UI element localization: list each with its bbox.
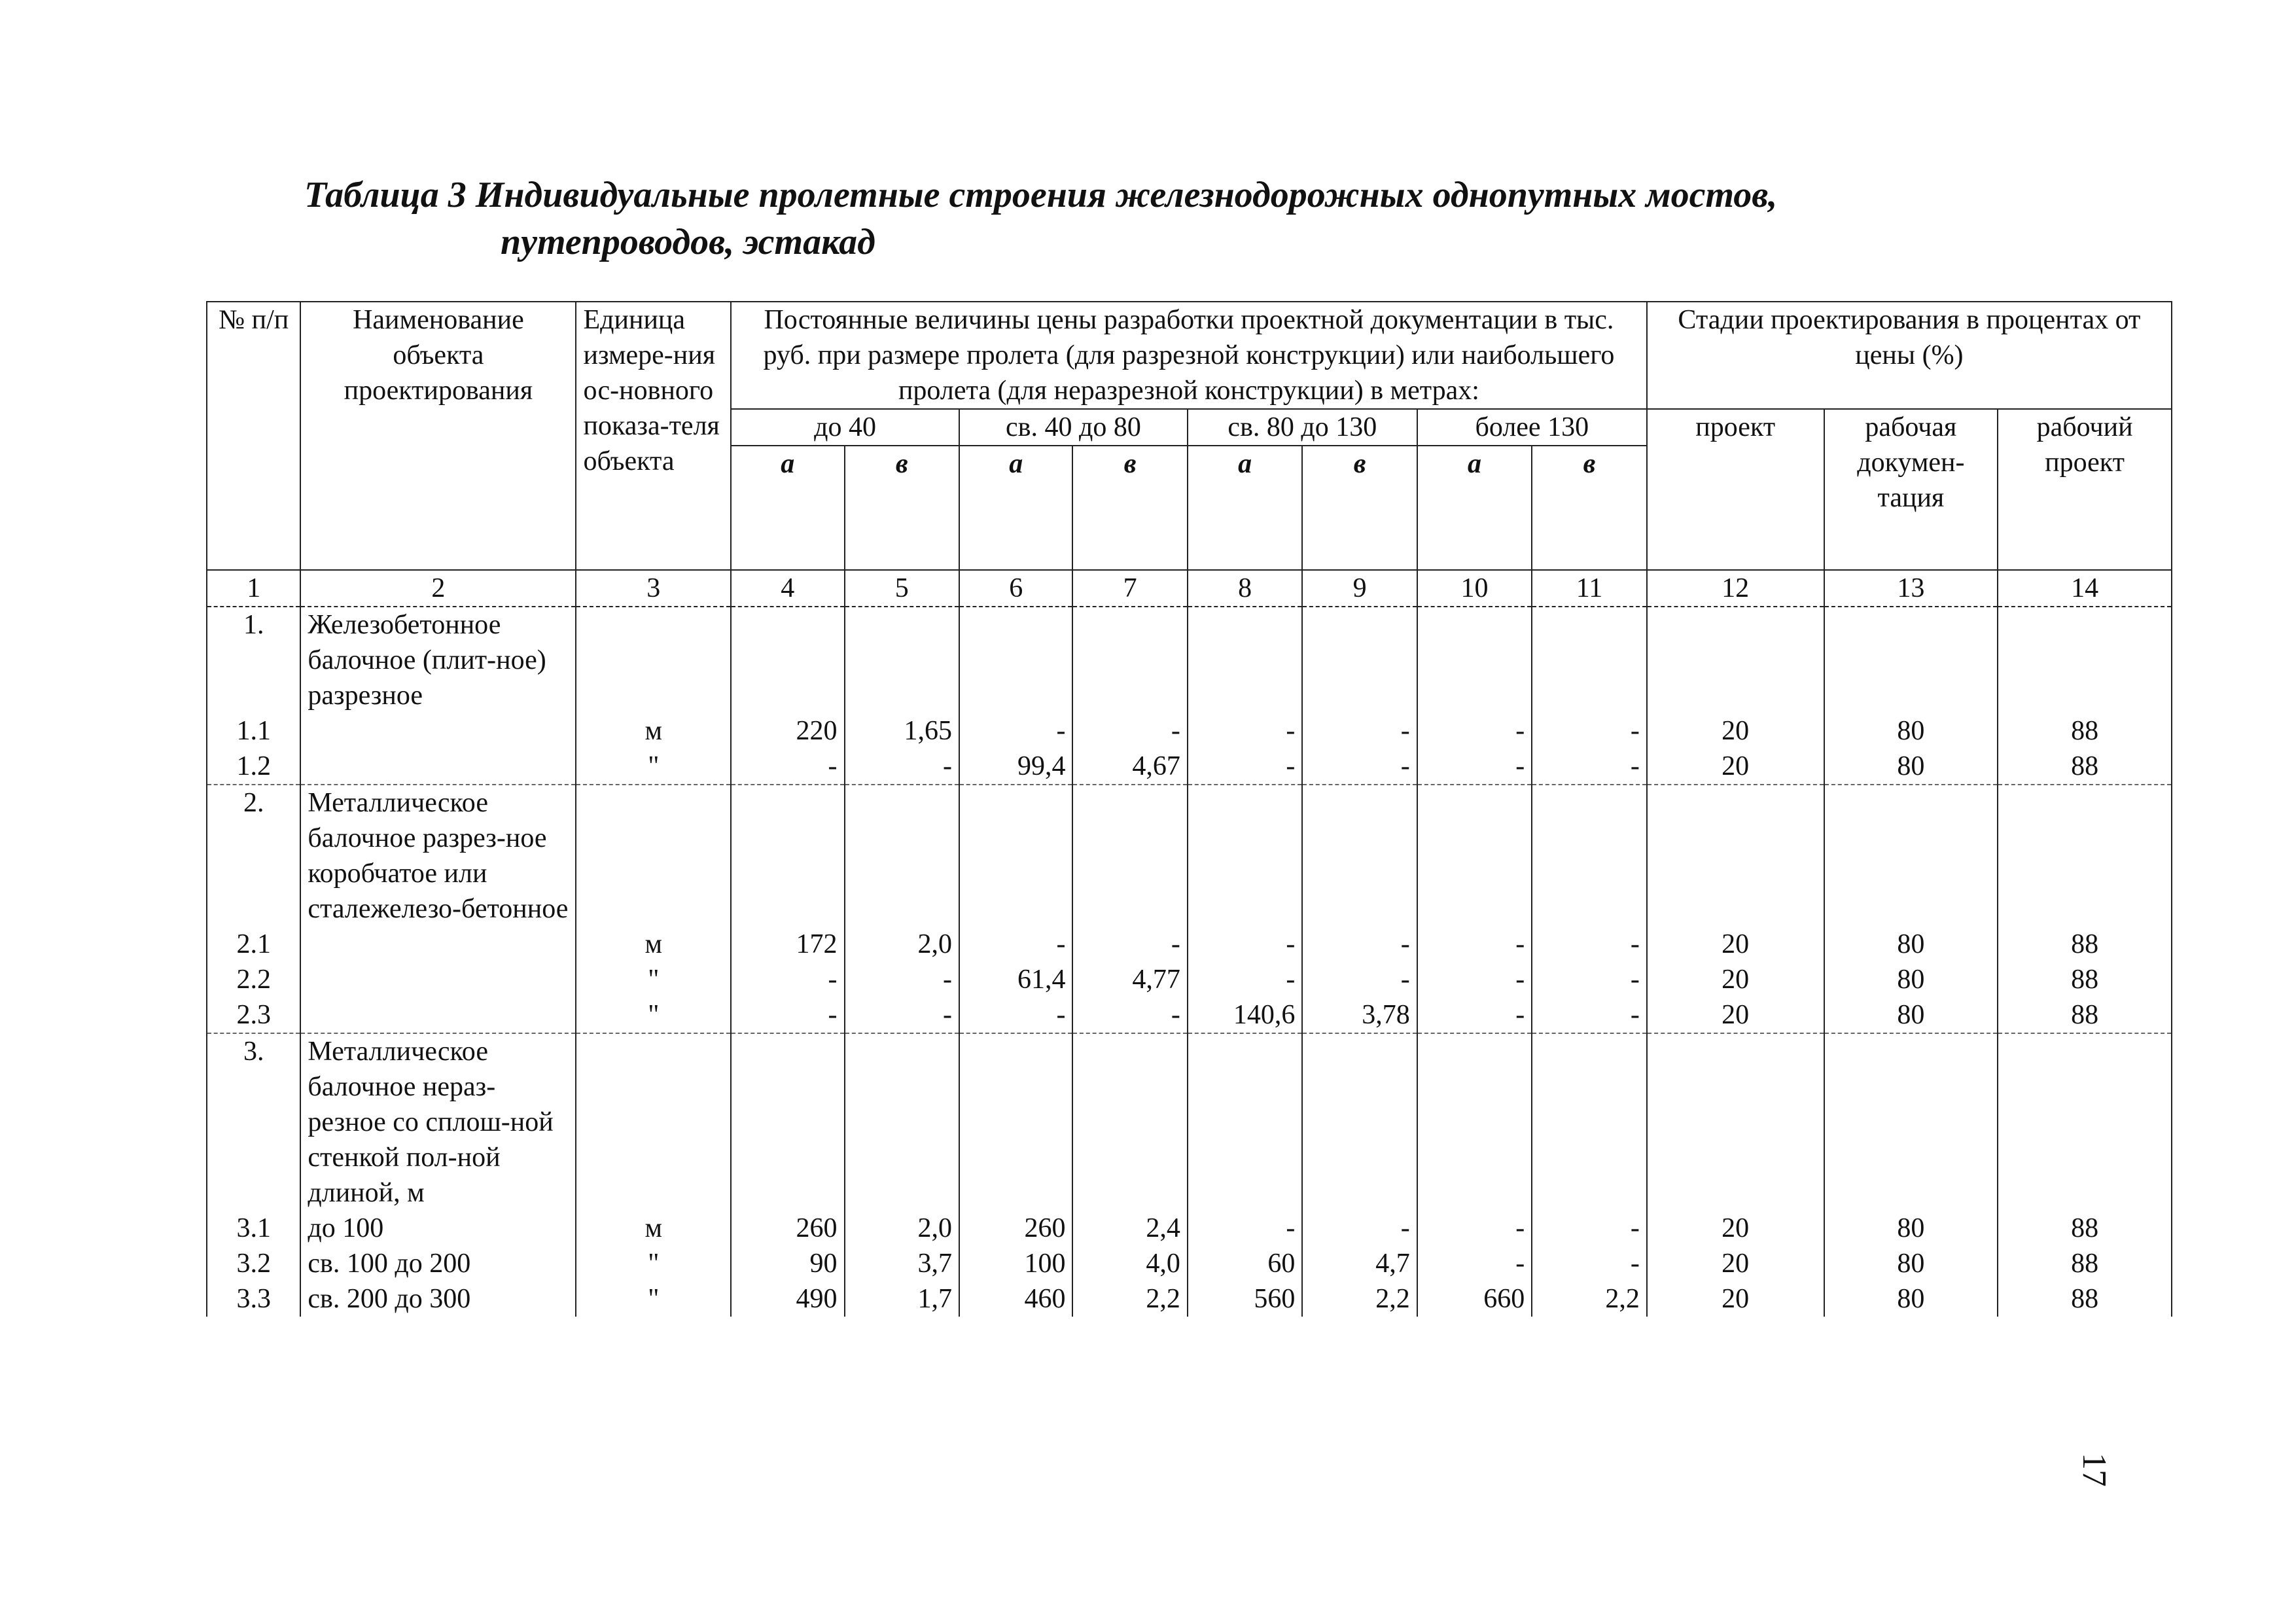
column-number: 12 [1647,570,1824,607]
empty-cell [1532,1033,1647,1211]
value-cell: - [845,749,959,785]
value-cell: 560 [1188,1281,1302,1317]
table-body [207,607,2172,1317]
column-number: 8 [1188,570,1302,607]
empty-cell [1998,1033,2172,1211]
empty-cell [1532,785,1647,927]
value-cell: 80 [1824,997,1998,1033]
column-number: 11 [1532,570,1647,607]
section-row [207,607,2172,713]
header-ab: а [1188,446,1302,570]
empty-cell [1824,607,1998,713]
row-unit: м [576,1211,731,1246]
empty-cell [959,1033,1072,1211]
value-cell: - [1072,997,1187,1033]
value-cell: 80 [1824,927,1998,962]
value-cell: 3,78 [1302,997,1417,1033]
value-cell: 61,4 [959,962,1072,997]
header-range-3: св. 80 до 130 [1188,409,1417,446]
value-cell: - [1532,962,1647,997]
section-number: 2. [207,785,300,927]
value-cell: - [1302,1211,1417,1246]
table-title-line1: Таблица 3 Индивидуальные пролетные строения железнодорожных однопутных мостов, [304,175,1778,215]
empty-cell [1302,785,1417,927]
empty-cell [845,785,959,927]
empty-cell [1302,607,1417,713]
empty-cell [576,785,731,927]
value-cell: 20 [1647,1281,1824,1317]
empty-cell [1824,1033,1998,1211]
value-cell: - [845,997,959,1033]
empty-cell [1417,785,1532,927]
value-cell: - [959,927,1072,962]
empty-cell [1647,785,1824,927]
header-range-1: до 40 [731,409,959,446]
column-number: 2 [300,570,576,607]
header-ab: в [1302,446,1417,570]
table-row [207,962,2172,997]
value-cell: - [731,997,844,1033]
empty-cell [576,1033,731,1211]
empty-cell [1417,1033,1532,1211]
header-col-name: Наименование объекта проектирования [300,302,576,570]
value-cell: 88 [1998,1281,2172,1317]
header-ab: а [959,446,1072,570]
table-row [207,927,2172,962]
empty-cell [1647,607,1824,713]
value-cell: 460 [959,1281,1072,1317]
table-row [207,1281,2172,1317]
empty-cell [1072,785,1187,927]
row-name: св. 100 до 200 [300,1246,576,1281]
row-unit: " [576,749,731,785]
header-ab: в [1532,446,1647,570]
value-cell: 20 [1647,962,1824,997]
value-cell: 4,77 [1072,962,1187,997]
empty-cell [731,785,844,927]
value-cell: 20 [1647,1211,1824,1246]
column-numbers-row [207,570,2172,607]
section-number: 1. [207,607,300,713]
row-unit: м [576,713,731,749]
value-cell: 2,4 [1072,1211,1187,1246]
empty-cell [1998,607,2172,713]
row-name [300,749,576,785]
value-cell: 20 [1647,713,1824,749]
table-row [207,1211,2172,1246]
value-cell: - [1532,749,1647,785]
row-number: 1.1 [207,713,300,749]
row-name [300,962,576,997]
column-number: 4 [731,570,844,607]
header-ab: в [845,446,959,570]
header-stages-group: Стадии проектирования в процентах от цены (%) [1647,302,2172,409]
value-cell: - [731,962,844,997]
section-row [207,785,2172,927]
table-row [207,713,2172,749]
value-cell: - [1072,713,1187,749]
value-cell: 100 [959,1246,1072,1281]
header-ab: в [1072,446,1187,570]
row-unit: " [576,997,731,1033]
value-cell: - [1417,997,1532,1033]
empty-cell [576,607,731,713]
value-cell: - [959,997,1072,1033]
value-cell: - [1188,713,1302,749]
row-name [300,713,576,749]
row-name [300,997,576,1033]
value-cell: 80 [1824,749,1998,785]
section-name: Металлическое балочное нераз-резное со сплош-ной стенкой пол-ной длиной, м [300,1033,576,1211]
value-cell: 20 [1647,927,1824,962]
value-cell: - [1417,962,1532,997]
header-row-1 [207,302,2172,409]
column-number: 14 [1998,570,2172,607]
page-number: 17 [2075,1453,2113,1487]
value-cell: - [1302,962,1417,997]
empty-cell [959,607,1072,713]
value-cell: 2,0 [845,927,959,962]
value-cell: - [1302,713,1417,749]
empty-cell [1302,1033,1417,1211]
value-cell: 80 [1824,1211,1998,1246]
table-row [207,749,2172,785]
header-col-unit: Единица измере-ния ос-новного показа-теля объекта [576,302,731,570]
table-title-line2: путепроводов, эстакад [501,222,875,262]
value-cell: 4,67 [1072,749,1187,785]
value-cell: 99,4 [959,749,1072,785]
value-cell: 90 [731,1246,844,1281]
empty-cell [1532,607,1647,713]
section-row [207,1033,2172,1211]
empty-cell [731,607,844,713]
table-row [207,1246,2172,1281]
value-cell: - [1302,927,1417,962]
value-cell: 20 [1647,997,1824,1033]
value-cell: 1,7 [845,1281,959,1317]
value-cell: 2,2 [1302,1281,1417,1317]
value-cell: 88 [1998,1211,2172,1246]
value-cell: - [1417,713,1532,749]
value-cell: - [1417,749,1532,785]
empty-cell [845,607,959,713]
value-cell: - [1532,1246,1647,1281]
row-unit: " [576,1281,731,1317]
column-number: 3 [576,570,731,607]
value-cell: - [1532,997,1647,1033]
value-cell: - [1532,713,1647,749]
empty-cell [1647,1033,1824,1211]
value-cell: 140,6 [1188,997,1302,1033]
value-cell: 88 [1998,749,2172,785]
value-cell: 172 [731,927,844,962]
row-name: св. 200 до 300 [300,1281,576,1317]
value-cell: 80 [1824,962,1998,997]
value-cell: - [1188,927,1302,962]
header-const-group: Постоянные величины цены разработки проектной документации в тыс. руб. при размере пролета (для разрезной конструкции) или наибольшего пролета (для неразрезной конструкции) в метрах: [731,302,1647,409]
value-cell: - [731,749,844,785]
value-cell: - [1417,1246,1532,1281]
value-cell: 88 [1998,927,2172,962]
row-number: 3.1 [207,1211,300,1246]
empty-cell [1188,607,1302,713]
price-table [206,301,2172,1317]
value-cell: - [1188,1211,1302,1246]
value-cell: 80 [1824,1281,1998,1317]
value-cell: 20 [1647,1246,1824,1281]
value-cell: - [1302,749,1417,785]
value-cell: 1,65 [845,713,959,749]
row-number: 3.2 [207,1246,300,1281]
value-cell: - [1417,927,1532,962]
column-number: 10 [1417,570,1532,607]
table-title [304,171,2005,266]
row-name [300,927,576,962]
value-cell: 260 [731,1211,844,1246]
table-row [207,997,2172,1033]
row-name: до 100 [300,1211,576,1246]
header-col-num: № п/п [207,302,300,570]
column-number: 1 [207,570,300,607]
header-ab: а [731,446,844,570]
value-cell: 60 [1188,1246,1302,1281]
empty-cell [959,785,1072,927]
value-cell: 80 [1824,713,1998,749]
value-cell: 80 [1824,1246,1998,1281]
column-number: 7 [1072,570,1187,607]
empty-cell [1824,785,1998,927]
value-cell: 20 [1647,749,1824,785]
header-stage-project: проект [1647,409,1824,570]
empty-cell [1072,1033,1187,1211]
header-range-4: более 130 [1417,409,1647,446]
value-cell: 2,2 [1532,1281,1647,1317]
empty-cell [1072,607,1187,713]
empty-cell [1188,785,1302,927]
header-ab: а [1417,446,1532,570]
value-cell: 220 [731,713,844,749]
value-cell: 88 [1998,1246,2172,1281]
column-number: 9 [1302,570,1417,607]
value-cell: 88 [1998,713,2172,749]
empty-cell [1998,785,2172,927]
empty-cell [731,1033,844,1211]
value-cell: - [1188,962,1302,997]
value-cell: 490 [731,1281,844,1317]
row-number: 1.2 [207,749,300,785]
row-number: 2.2 [207,962,300,997]
value-cell: 4,7 [1302,1246,1417,1281]
value-cell: 660 [1417,1281,1532,1317]
header-stage-working-project: рабочий проект [1998,409,2172,570]
value-cell: - [1532,1211,1647,1246]
row-number: 2.3 [207,997,300,1033]
value-cell: 88 [1998,962,2172,997]
header-range-2: св. 40 до 80 [959,409,1188,446]
header-stage-working-docs: рабочая докумен-тация [1824,409,1998,570]
value-cell: 3,7 [845,1246,959,1281]
column-number: 6 [959,570,1072,607]
value-cell: 88 [1998,997,2172,1033]
empty-cell [1417,607,1532,713]
value-cell: - [1532,927,1647,962]
empty-cell [1188,1033,1302,1211]
section-name: Железобетонное балочное (плит-ное) разрезное [300,607,576,713]
row-unit: " [576,1246,731,1281]
value-cell: 260 [959,1211,1072,1246]
section-number: 3. [207,1033,300,1211]
value-cell: - [1072,927,1187,962]
value-cell: 2,2 [1072,1281,1187,1317]
section-name: Металлическое балочное разрез-ное коробчатое или сталежелезо-бетонное [300,785,576,927]
empty-cell [845,1033,959,1211]
column-number: 13 [1824,570,1998,607]
value-cell: - [1188,749,1302,785]
row-unit: м [576,927,731,962]
row-number: 2.1 [207,927,300,962]
value-cell: 4,0 [1072,1246,1187,1281]
value-cell: - [959,713,1072,749]
row-number: 3.3 [207,1281,300,1317]
value-cell: - [1417,1211,1532,1246]
row-unit: " [576,962,731,997]
column-number: 5 [845,570,959,607]
value-cell: - [845,962,959,997]
value-cell: 2,0 [845,1211,959,1246]
